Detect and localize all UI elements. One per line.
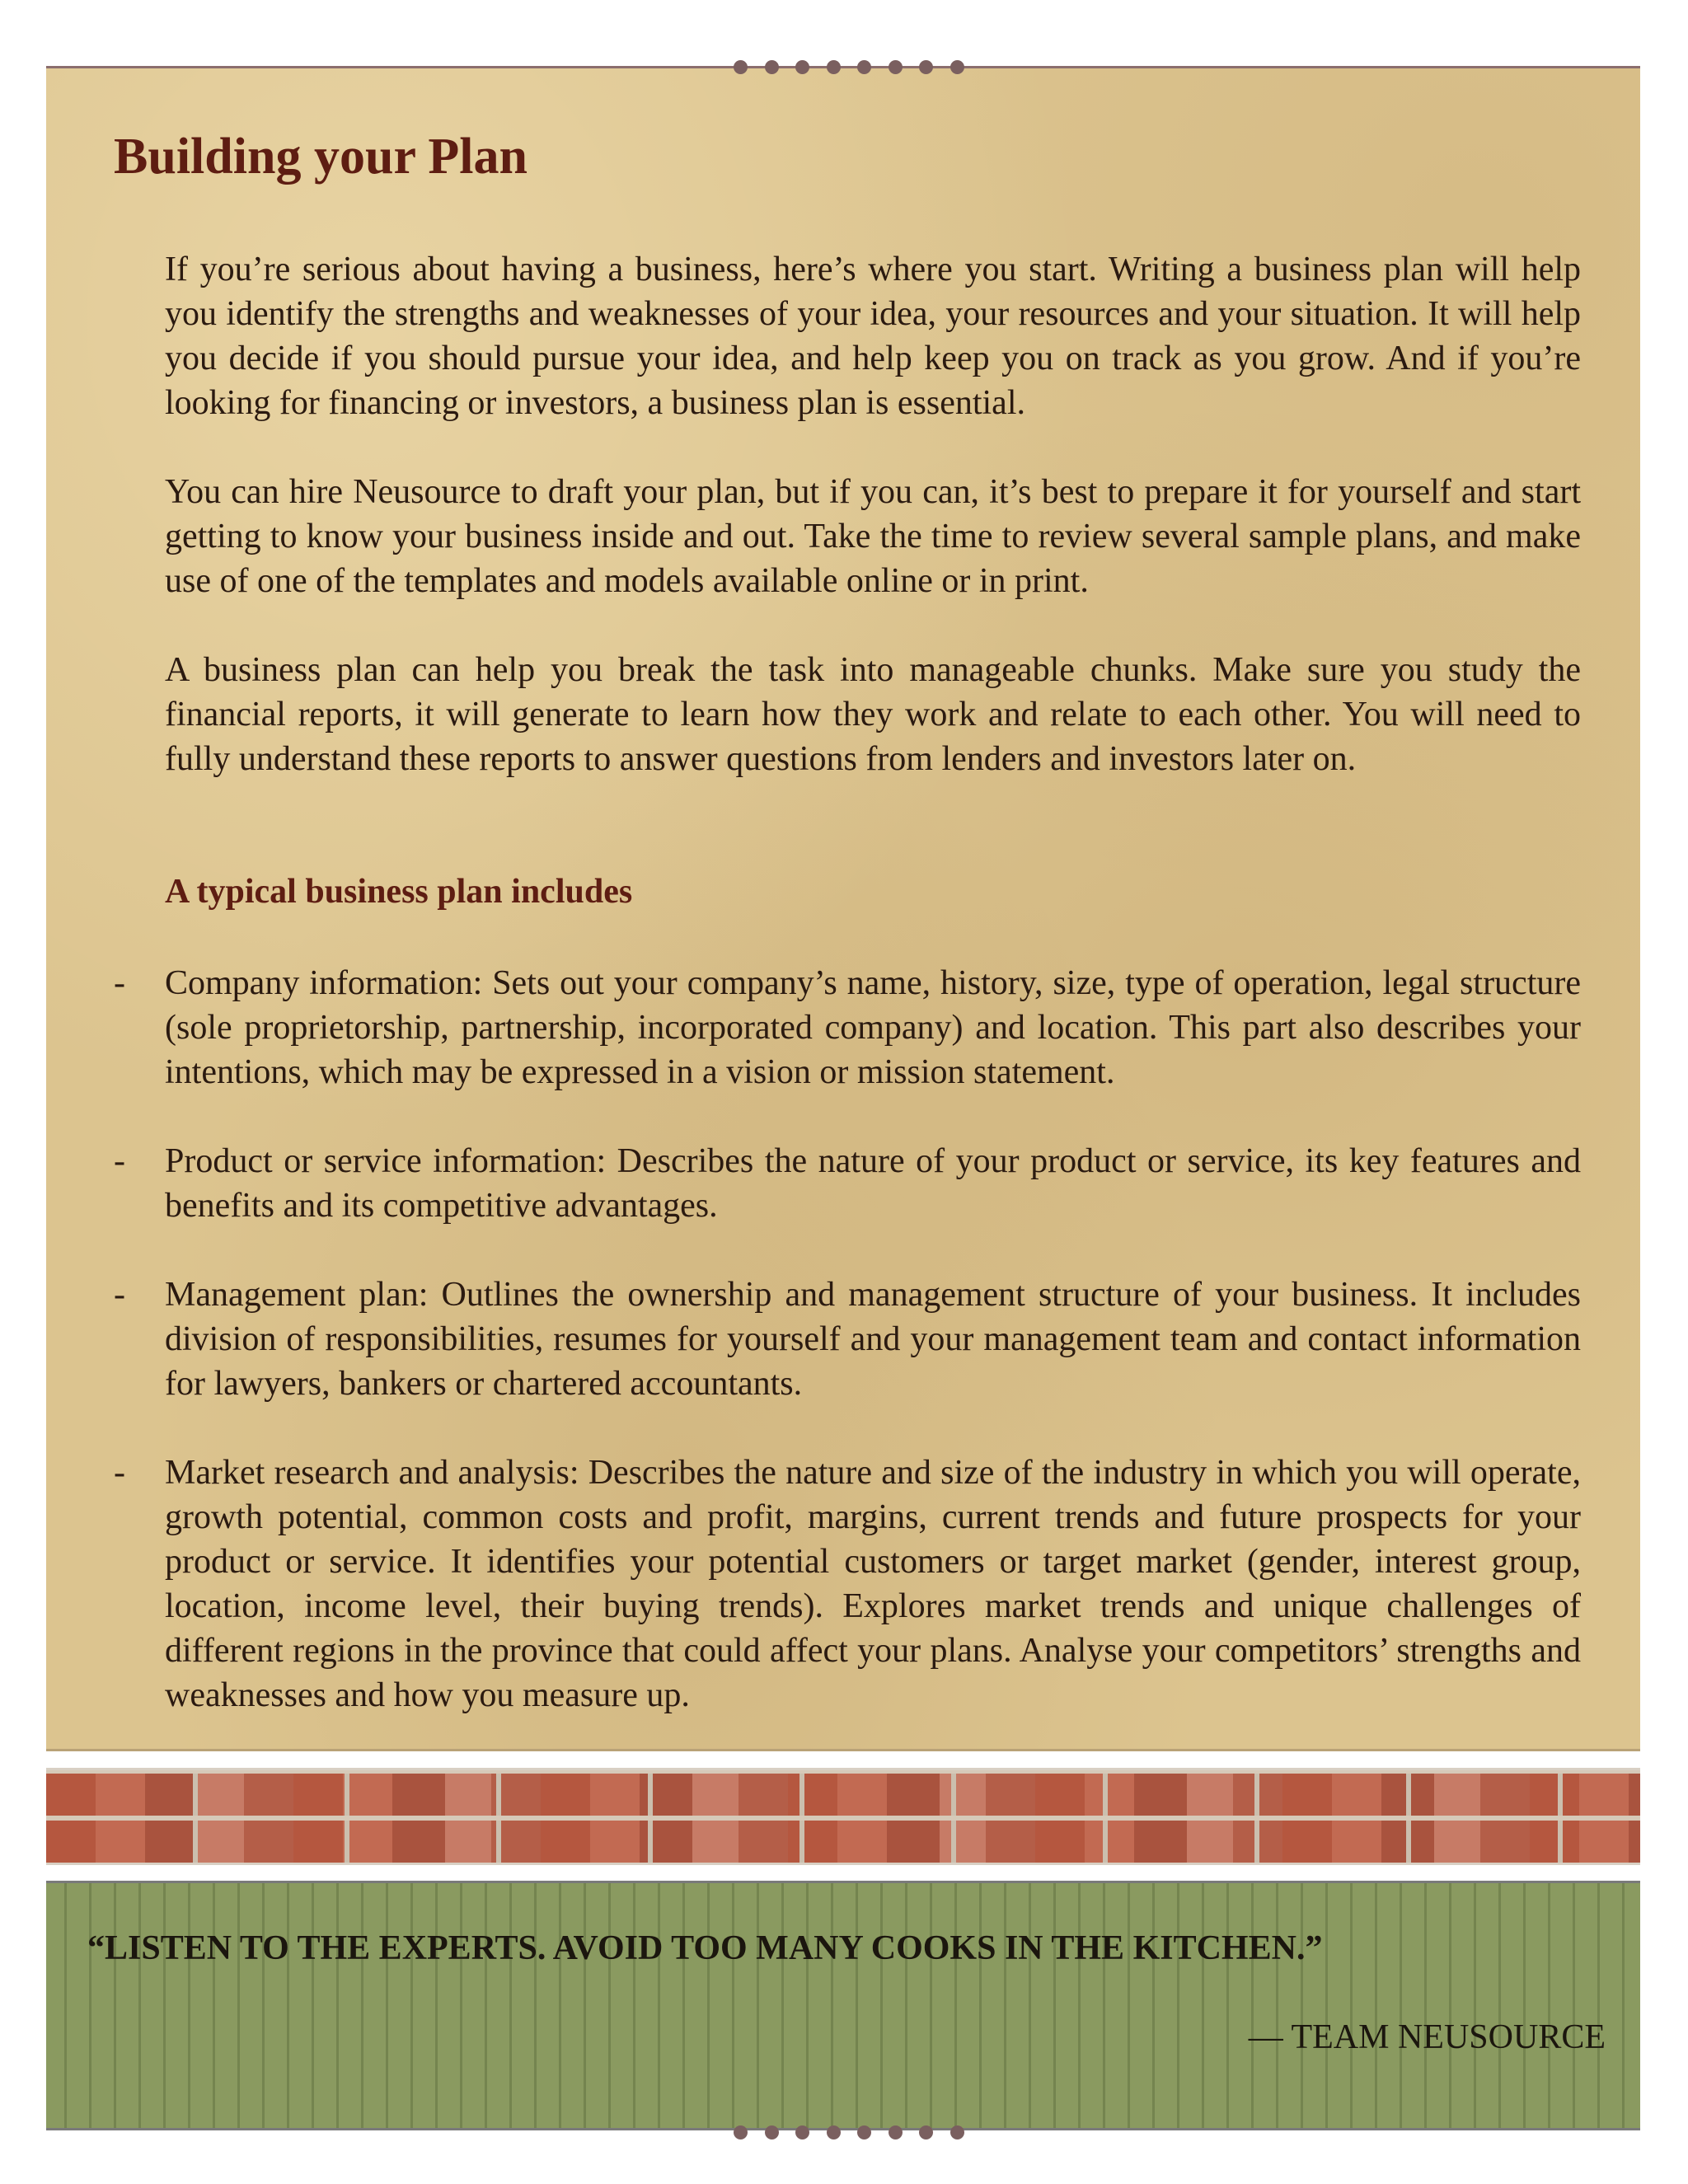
quote-attribution: — TEAM NEUSOURCE — [1248, 2018, 1606, 2056]
quote-panel — [46, 1881, 1640, 2130]
list-item-text: Market research and analysis: Describes the nature and size of the industry in which you will operate, growth potential, common costs and profit, margins, current trends and future prospects for your product or service. It identifies your potential customers or target market (gender, interest group, location, income level, their buying trends). Explores market trends and unique challenges of different regions in the province that could affect your plans. Analyse your competitors’ strengths and weaknesses and how you measure up. — [165, 1454, 1581, 1714]
list-item-management-plan — [114, 1272, 1581, 1406]
quote-text: “LISTEN TO THE EXPERTS. AVOID TOO MANY COOKS IN THE KITCHEN.” — [87, 1929, 1323, 1967]
bullet-dash: - — [114, 964, 125, 1002]
list-item-company-info — [114, 961, 1581, 1094]
page-title: Building your Plan — [114, 129, 528, 185]
bullet-dash: - — [114, 1142, 125, 1180]
top-dot-ornament — [734, 59, 964, 75]
list-item-product-info — [114, 1139, 1581, 1228]
hire-paragraph: You can hire Neusource to draft your plan, but if you can, it’s best to prepare it for yourself and start getting to know your business inside and out. Take the time to review several sample plans, and make use of one of the templates and models available online or in print. — [165, 473, 1581, 600]
bullet-dash: - — [114, 1276, 125, 1314]
list-item-market-research — [114, 1451, 1581, 1718]
brick-divider — [46, 1768, 1640, 1865]
bullet-dash: - — [114, 1454, 125, 1492]
intro-paragraph: If you’re serious about having a business, here’s where you start. Writing a business plan will help you identify the strengths and weaknesses of your idea, your resources and your situation. It will help you decide if you should pursue your idea, and help keep you on track as you grow. And if you’re looking for financing or investors, a business plan is essential. — [165, 251, 1581, 422]
chunks-paragraph: A business plan can help you break the task into manageable chunks. Make sure you study the financial reports, it will generate to learn how they work and relate to each other. You will need to fully understand these reports to answer questions from lenders and investors later on. — [165, 651, 1581, 778]
section-subheading: A typical business plan includes — [165, 873, 633, 911]
list-item-text: Company information: Sets out your company’s name, history, size, type of operation, legal structure (sole proprietorship, partnership, incorporated company) and location. This part also describes your intentions, which may be expressed in a vision or mission statement. — [165, 964, 1581, 1091]
list-item-text: Product or service information: Describes the nature of your product or service, its key features and benefits and its competitive advantages. — [165, 1142, 1581, 1225]
list-item-text: Management plan: Outlines the ownership and management structure of your business. It includes division of responsibilities, resumes for yourself and your management team and contact information for lawyers, bankers or chartered accountants. — [165, 1276, 1581, 1403]
bottom-dot-ornament — [734, 2124, 964, 2140]
